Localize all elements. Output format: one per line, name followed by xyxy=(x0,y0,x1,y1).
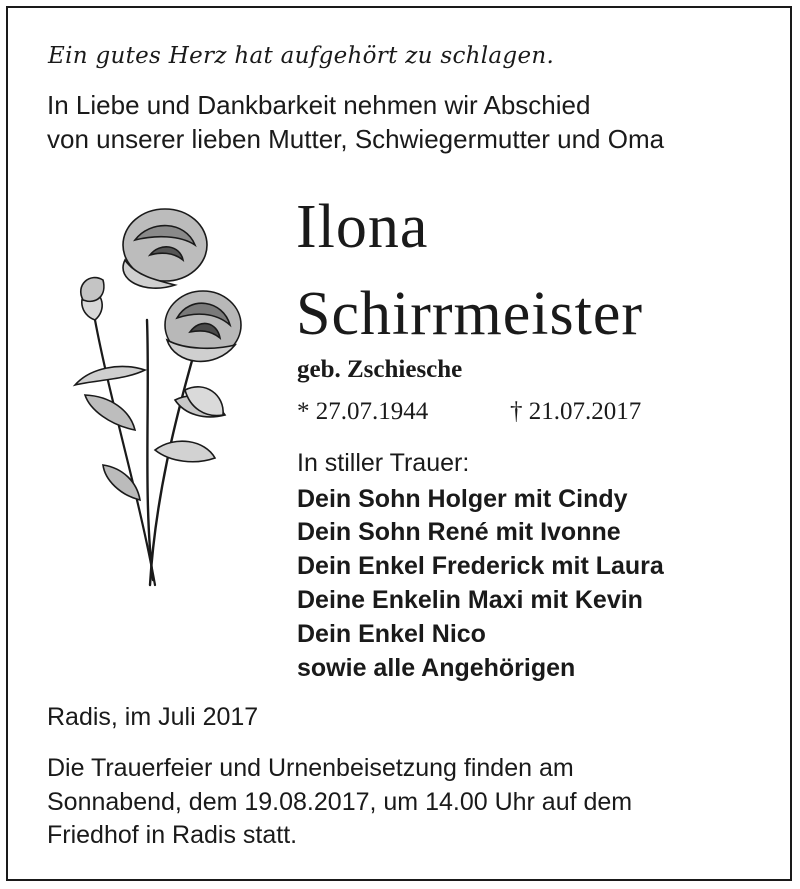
roses-icon xyxy=(55,200,255,600)
first-name: Ilona xyxy=(296,193,429,261)
last-name: Schirrmeister xyxy=(296,280,644,348)
mourner-name: Dein Sohn René mit Ivonne xyxy=(297,518,621,546)
birth-date: * 27.07.1944 xyxy=(297,398,429,425)
mourner-name: Dein Sohn Holger mit Cindy xyxy=(297,485,628,513)
death-date: † 21.07.2017 xyxy=(510,398,642,425)
motto: Ein gutes Herz hat aufgehört zu schlagen. xyxy=(48,43,555,69)
ceremony-line-2: Sonnabend, dem 19.08.2017, um 14.00 Uhr auf dem xyxy=(47,788,633,816)
birth-name: geb. Zschiesche xyxy=(297,356,463,383)
mourner-name: sowie alle Angehörigen xyxy=(297,654,576,682)
intro-line-2: von unserer lieben Mutter, Schwiegermutter und Oma xyxy=(47,124,665,154)
place-date: Radis, im Juli 2017 xyxy=(47,703,259,731)
mourners-heading: In stiller Trauer: xyxy=(297,449,470,477)
mourner-name: Dein Enkel Nico xyxy=(297,620,486,648)
mourner-name: Dein Enkel Frederick mit Laura xyxy=(297,552,664,580)
ceremony-line-3: Friedhof in Radis statt. xyxy=(47,821,298,849)
ceremony-line-1: Die Trauerfeier und Urnenbeisetzung finden am xyxy=(47,754,574,782)
intro-line-1: In Liebe und Dankbarkeit nehmen wir Abschied xyxy=(47,90,591,120)
mourner-name: Deine Enkelin Maxi mit Kevin xyxy=(297,586,643,614)
